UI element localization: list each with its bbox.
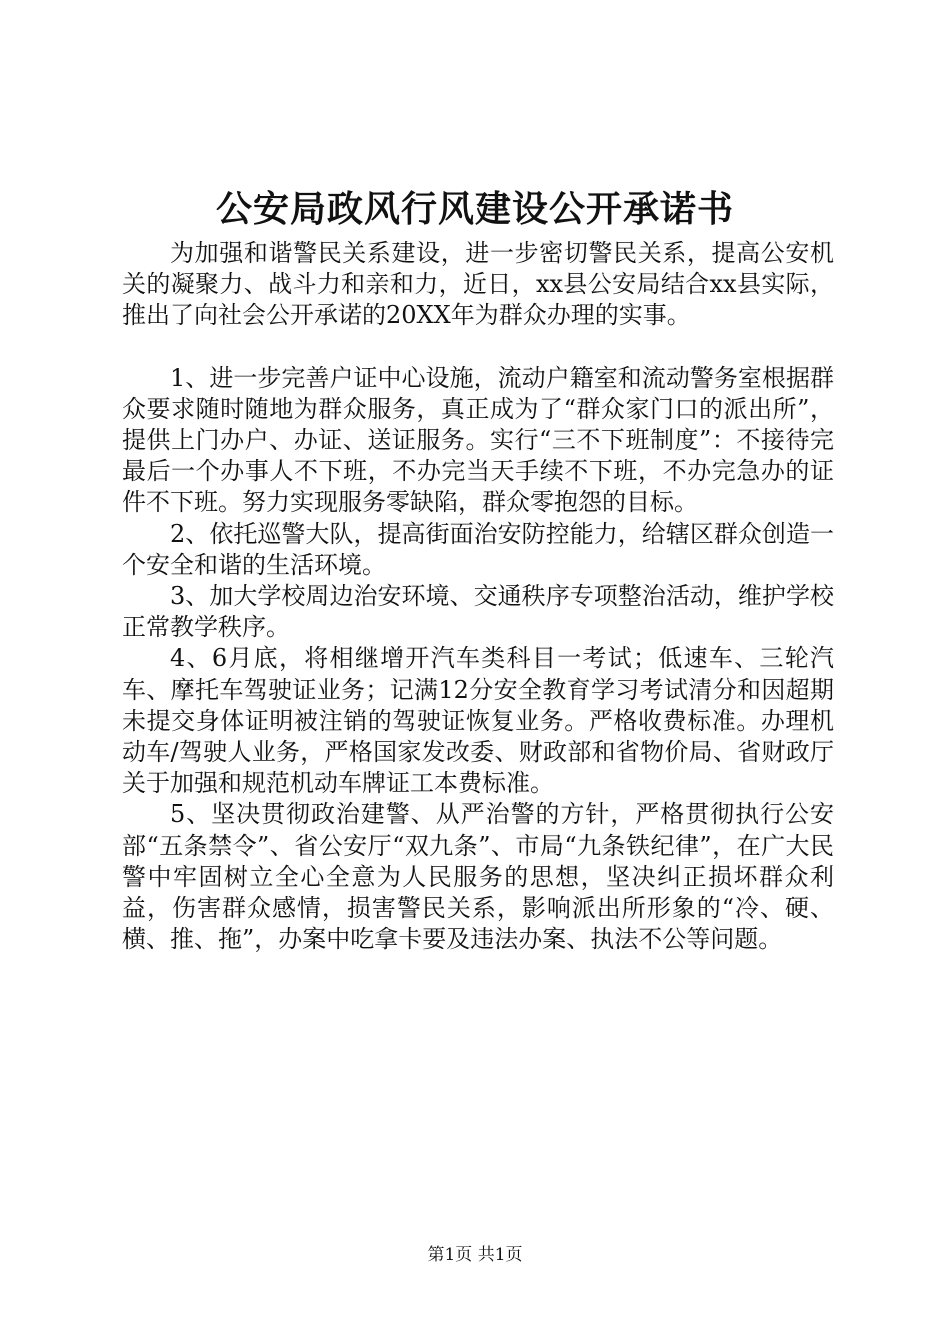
document-body [122,238,834,955]
commitment-item-5: 5、坚决贯彻政治建警、从严治警的方针，严格贯彻执行公安部“五条禁令”、省公安厅“双九条”、市局“九条铁纪律”，在广大民警中牢固树立全心全意为人民服务的思想，坚决纠正损坏群众利益，伤害群众感情，损害警民关系，影响派出所形象的“冷、硬、横、推、拖”，办案中吃拿卡要及违法办案、执法不公等问题。 [122,800,834,954]
page-footer: 第1页 共1页 [427,1245,523,1265]
commitment-item-4: 4、6月底，将相继增开汽车类科目一考试；低速车、三轮汽车、摩托车驾驶证业务；记满12分安全教育学习考试清分和因超期未提交身体证明被注销的驾驶证恢复业务。严格收费标准。办理机动车/驾驶人业务，严格国家发改委、财政部和省物价局、省财政厅关于加强和规范机动车牌证工本费标准。 [122,644,834,798]
intro-paragraph: 为加强和谐警民关系建设，进一步密切警民关系，提高公安机关的凝聚力、战斗力和亲和力，近日，xx县公安局结合xx县实际，推出了向社会公开承诺的20XX年为群众办理的实事。 [122,239,834,330]
commitment-item-1: 1、进一步完善户证中心设施，流动户籍室和流动警务室根据群众要求随时随地为群众服务，真正成为了“群众家门口的派出所”，提供上门办户、办证、送证服务。实行“三不下班制度”：不接待完最后一个办事人不下班，不办完当天手续不下班，不办完急办的证件不下班。努力实现服务零缺陷，群众零抱怨的目标。 [122,363,834,517]
commitment-item-3: 3、加大学校周边治安环境、交通秩序专项整治活动，维护学校正常教学秩序。 [122,582,834,642]
document-title: 公安局政风行风建设公开承诺书 [215,188,734,230]
commitment-item-2: 2、依托巡警大队，提高街面治安防控能力，给辖区群众创造一个安全和谐的生活环境。 [122,519,834,579]
